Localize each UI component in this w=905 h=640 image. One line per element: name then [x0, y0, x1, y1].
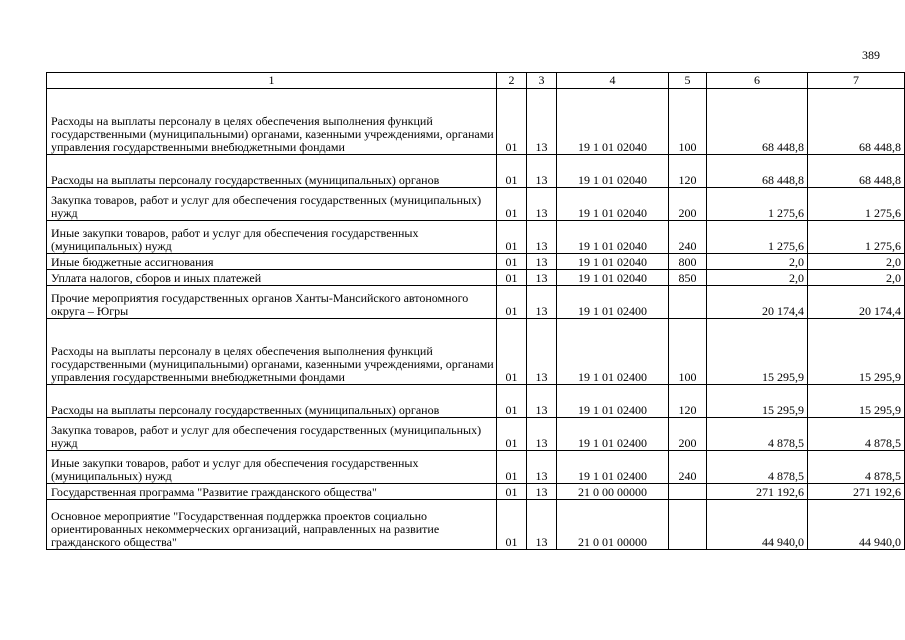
expense-type-cell: [669, 484, 707, 500]
subsection-code-cell: 13: [527, 254, 557, 270]
target-article-cell: 19 1 01 02040: [557, 155, 669, 188]
item-name-cell: Уплата налогов, сборов и иных платежей: [47, 270, 497, 286]
amount-cell: 44 940,0: [707, 500, 808, 550]
subsection-code-cell: 13: [527, 385, 557, 418]
subsection-code-cell: 13: [527, 221, 557, 254]
section-code-cell: 01: [497, 254, 527, 270]
amount-cell: 20 174,4: [808, 286, 905, 319]
expense-type-cell: [669, 500, 707, 550]
section-code-cell: 01: [497, 385, 527, 418]
expense-type-cell: [669, 286, 707, 319]
target-article-cell: 19 1 01 02400: [557, 451, 669, 484]
header-cell: 1: [47, 73, 497, 89]
expense-type-cell: 240: [669, 221, 707, 254]
section-code-cell: 01: [497, 418, 527, 451]
target-article-cell: 19 1 01 02400: [557, 319, 669, 385]
amount-cell: 4 878,5: [808, 451, 905, 484]
amount-cell: 68 448,8: [808, 155, 905, 188]
subsection-code-cell: 13: [527, 286, 557, 319]
amount-cell: 2,0: [707, 254, 808, 270]
header-row: [47, 73, 905, 89]
item-name-cell: Государственная программа "Развитие гражданского общества": [47, 484, 497, 500]
amount-cell: 2,0: [707, 270, 808, 286]
amount-cell: 1 275,6: [808, 188, 905, 221]
subsection-code-cell: 13: [527, 418, 557, 451]
table-row: [47, 188, 905, 221]
amount-cell: 68 448,8: [707, 155, 808, 188]
expense-type-cell: 100: [669, 319, 707, 385]
amount-cell: 271 192,6: [707, 484, 808, 500]
header-cell: 5: [669, 73, 707, 89]
section-code-cell: 01: [497, 221, 527, 254]
table-row: [47, 319, 905, 385]
section-code-cell: 01: [497, 270, 527, 286]
table-row: [47, 385, 905, 418]
table-row: [47, 500, 905, 550]
target-article-cell: 19 1 01 02040: [557, 221, 669, 254]
amount-cell: 15 295,9: [707, 385, 808, 418]
expense-type-cell: 100: [669, 89, 707, 155]
header-cell: 6: [707, 73, 808, 89]
amount-cell: 68 448,8: [808, 89, 905, 155]
amount-cell: 2,0: [808, 254, 905, 270]
amount-cell: 20 174,4: [707, 286, 808, 319]
table-row: [47, 418, 905, 451]
section-code-cell: 01: [497, 319, 527, 385]
amount-cell: 4 878,5: [808, 418, 905, 451]
subsection-code-cell: 13: [527, 500, 557, 550]
expense-type-cell: 850: [669, 270, 707, 286]
table-row: [47, 221, 905, 254]
item-name-cell: Закупка товаров, работ и услуг для обеспечения государственных (муниципальных) нужд: [47, 418, 497, 451]
target-article-cell: 19 1 01 02400: [557, 385, 669, 418]
expense-type-cell: 200: [669, 418, 707, 451]
section-code-cell: 01: [497, 286, 527, 319]
amount-cell: 2,0: [808, 270, 905, 286]
amount-cell: 1 275,6: [808, 221, 905, 254]
table-row: [47, 155, 905, 188]
item-name-cell: Расходы на выплаты персоналу государственных (муниципальных) органов: [47, 385, 497, 418]
item-name-cell: Иные закупки товаров, работ и услуг для обеспечения государственных (муниципальных) нужд: [47, 451, 497, 484]
subsection-code-cell: 13: [527, 451, 557, 484]
section-code-cell: 01: [497, 451, 527, 484]
item-name-cell: Прочие мероприятия государственных органов Ханты-Мансийского автономного округа – Югры: [47, 286, 497, 319]
header-cell: 7: [808, 73, 905, 89]
section-code-cell: 01: [497, 89, 527, 155]
table-row: [47, 286, 905, 319]
expense-type-cell: 120: [669, 385, 707, 418]
item-name-cell: Иные бюджетные ассигнования: [47, 254, 497, 270]
target-article-cell: 19 1 01 02400: [557, 418, 669, 451]
amount-cell: 44 940,0: [808, 500, 905, 550]
table-row: [47, 89, 905, 155]
expense-type-cell: 120: [669, 155, 707, 188]
header-cell: 2: [497, 73, 527, 89]
item-name-cell: Расходы на выплаты персоналу в целях обеспечения выполнения функций государственными (муниципальными) органами, казенными учреждениями, органами управления государственными внебюджетными фондами: [47, 319, 497, 385]
table-row: [47, 484, 905, 500]
target-article-cell: 19 1 01 02040: [557, 188, 669, 221]
amount-cell: 4 878,5: [707, 451, 808, 484]
item-name-cell: Расходы на выплаты персоналу в целях обеспечения выполнения функций государственными (муниципальными) органами, казенными учреждениями, органами управления государственными внебюджетными фондами: [47, 89, 497, 155]
table-row: [47, 254, 905, 270]
table-row: [47, 451, 905, 484]
subsection-code-cell: 13: [527, 89, 557, 155]
target-article-cell: 21 0 01 00000: [557, 500, 669, 550]
item-name-cell: Расходы на выплаты персоналу государственных (муниципальных) органов: [47, 155, 497, 188]
subsection-code-cell: 13: [527, 319, 557, 385]
expense-type-cell: 240: [669, 451, 707, 484]
section-code-cell: 01: [497, 155, 527, 188]
expense-type-cell: 200: [669, 188, 707, 221]
section-code-cell: 01: [497, 484, 527, 500]
amount-cell: 15 295,9: [808, 319, 905, 385]
table-row: [47, 270, 905, 286]
amount-cell: 15 295,9: [707, 319, 808, 385]
target-article-cell: 19 1 01 02400: [557, 286, 669, 319]
amount-cell: 1 275,6: [707, 188, 808, 221]
target-article-cell: 21 0 00 00000: [557, 484, 669, 500]
target-article-cell: 19 1 01 02040: [557, 254, 669, 270]
header-cell: 4: [557, 73, 669, 89]
subsection-code-cell: 13: [527, 270, 557, 286]
amount-cell: 4 878,5: [707, 418, 808, 451]
target-article-cell: 19 1 01 02040: [557, 270, 669, 286]
amount-cell: 15 295,9: [808, 385, 905, 418]
subsection-code-cell: 13: [527, 155, 557, 188]
item-name-cell: Основное мероприятие "Государственная поддержка проектов социально ориентированных некоммерческих организаций, направленных на развитие гражданского общества": [47, 500, 497, 550]
expense-type-cell: 800: [669, 254, 707, 270]
amount-cell: 271 192,6: [808, 484, 905, 500]
subsection-code-cell: 13: [527, 484, 557, 500]
header-cell: 3: [527, 73, 557, 89]
section-code-cell: 01: [497, 500, 527, 550]
amount-cell: 1 275,6: [707, 221, 808, 254]
item-name-cell: Закупка товаров, работ и услуг для обеспечения государственных (муниципальных) нужд: [47, 188, 497, 221]
section-code-cell: 01: [497, 188, 527, 221]
amount-cell: 68 448,8: [707, 89, 808, 155]
subsection-code-cell: 13: [527, 188, 557, 221]
target-article-cell: 19 1 01 02040: [557, 89, 669, 155]
item-name-cell: Иные закупки товаров, работ и услуг для обеспечения государственных (муниципальных) нужд: [47, 221, 497, 254]
budget-table: [46, 72, 905, 550]
page-number: 389: [862, 48, 880, 62]
